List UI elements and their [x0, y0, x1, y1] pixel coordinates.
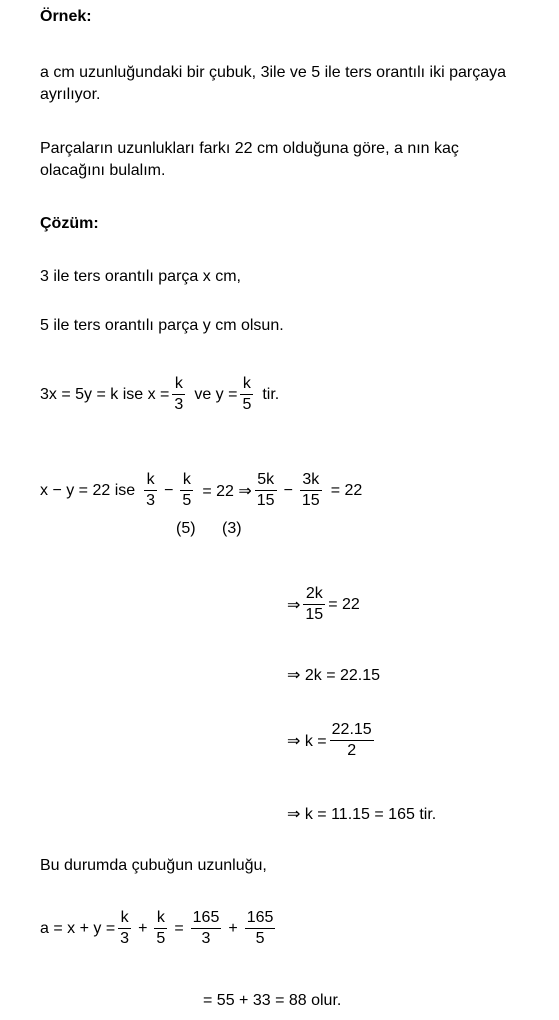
eq7-fraction-k-over-5	[154, 908, 167, 949]
eq7-fraction-k-over-3	[118, 908, 131, 949]
fraction-denominator: 15	[301, 492, 320, 509]
eq1-tail: tir.	[262, 385, 280, 403]
eq7-equals: =	[174, 919, 184, 937]
eq3-fraction	[303, 584, 325, 625]
fraction-denominator: 5	[242, 396, 252, 413]
problem-paragraph-2: Parçaların uzunlukları farkı 22 cm olduğuna göre, a nın kaç olacağını bulalım.	[40, 140, 459, 179]
eq1-lhs: 3x = 5y = k ise x =	[40, 385, 170, 403]
eq2-tail: = 22	[330, 481, 363, 499]
equation-proportion	[40, 374, 279, 415]
eq1-fraction-k-over-3	[172, 374, 185, 415]
fraction-numerator: 22.15	[331, 721, 372, 738]
equation-final-result: = 55 + 33 = 88 olur.	[203, 992, 342, 1009]
solution-heading: Çözüm:	[40, 215, 99, 232]
fraction-numerator: 165	[246, 909, 274, 926]
eq7-lhs: a = x + y =	[40, 919, 116, 937]
fraction-numerator: k	[182, 471, 191, 488]
eq2-fraction-5k-over-15	[255, 470, 277, 511]
definition-y: 5 ile ters orantılı parça y cm olsun.	[40, 317, 284, 334]
eq2-mid: = 22 ⇒	[202, 482, 252, 500]
eq2-lhs: x − y = 22 ise	[40, 481, 136, 499]
eq7-plus: +	[138, 919, 148, 937]
fraction-numerator: k	[242, 375, 251, 392]
eq2-fraction-k-over-5	[180, 470, 193, 511]
equation-step-k-result: ⇒ k = 11.15 = 165 tir.	[287, 806, 437, 823]
eq1-mid: ve y =	[194, 385, 238, 403]
expansion-factor-3: (3)	[222, 520, 242, 537]
eq5-fraction	[330, 720, 374, 761]
fraction-numerator: k	[174, 375, 183, 392]
fraction-denominator: 5	[156, 930, 166, 947]
fraction-denominator: 15	[305, 606, 324, 623]
fraction-numerator: k	[156, 909, 165, 926]
eq2-minus: −	[164, 481, 174, 499]
eq2-fraction-k-over-3	[144, 470, 157, 511]
equation-step-k-fraction	[287, 720, 377, 761]
fraction-denominator: 15	[256, 492, 275, 509]
conclusion-text: Bu durumda çubuğun uzunluğu,	[40, 857, 267, 874]
equation-step-2k: ⇒ 2k = 22.15	[287, 667, 381, 684]
fraction-numerator: 3k	[302, 471, 320, 488]
fraction-numerator: 5k	[257, 471, 275, 488]
fraction-numerator: k	[146, 471, 155, 488]
example-heading: Örnek:	[40, 8, 92, 25]
eq5-lhs: ⇒ k =	[287, 732, 327, 750]
eq1-fraction-k-over-5	[240, 374, 253, 415]
fraction-numerator: 2k	[305, 585, 323, 602]
eq7-fraction-165-over-3	[191, 908, 222, 949]
fraction-numerator: 165	[192, 909, 220, 926]
equation-difference	[40, 470, 362, 511]
eq7-plus: +	[228, 919, 238, 937]
fraction-denominator: 5	[182, 492, 192, 509]
eq3-arrow: ⇒	[287, 596, 301, 614]
fraction-denominator: 3	[120, 930, 130, 947]
expansion-factor-5: (5)	[176, 520, 196, 537]
fraction-denominator: 3	[174, 396, 184, 413]
eq2-fraction-3k-over-15	[300, 470, 322, 511]
eq2-minus: −	[283, 481, 293, 499]
fraction-denominator: 3	[146, 492, 156, 509]
equation-sum	[40, 908, 278, 949]
fraction-denominator: 5	[255, 930, 265, 947]
fraction-numerator: k	[120, 909, 129, 926]
eq3-tail: = 22	[328, 595, 360, 613]
equation-step-2k-over-15	[287, 584, 360, 625]
definition-x: 3 ile ters orantılı parça x cm,	[40, 268, 241, 285]
problem-paragraph-1: a cm uzunluğundaki bir çubuk, 3ile ve 5 ile ters orantılı iki parçaya ayrılıyor.	[40, 64, 507, 103]
fraction-denominator: 3	[201, 930, 211, 947]
fraction-denominator: 2	[347, 742, 357, 759]
eq7-fraction-165-over-5	[245, 908, 276, 949]
